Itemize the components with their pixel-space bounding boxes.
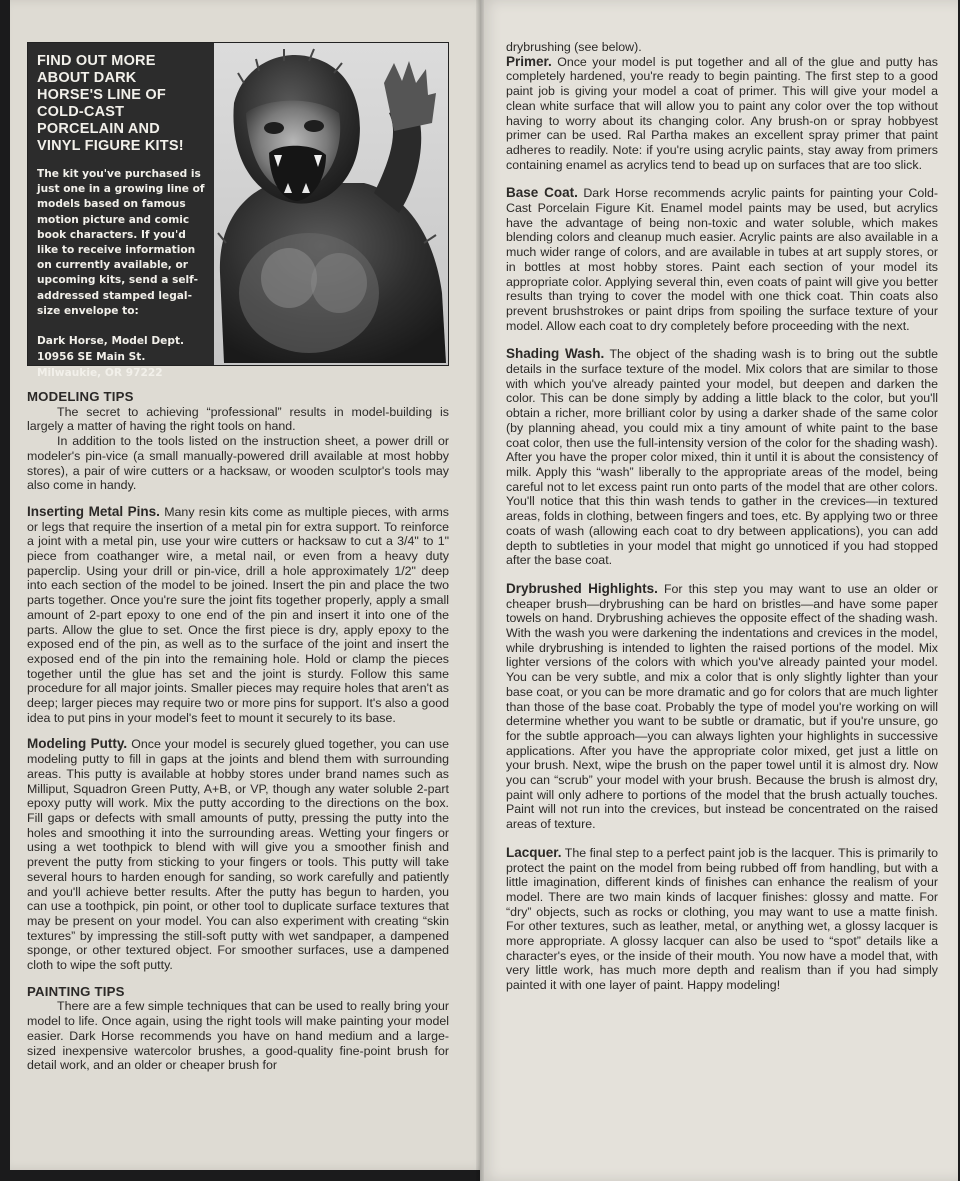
drybrush-section — [506, 582, 938, 832]
painting-tips-heading: PAINTING TIPS — [27, 983, 125, 999]
lacquer-heading: Lacquer. — [506, 844, 562, 860]
painting-intro: There are a few simple techniques that can be used to really bring your model to life. Once again, using the right tools will make painting your model easier. Dark Horse recommends you have on hand medium and a large-sized inexpensive watercolor brushes, a good-quality fine-point brush for detail work, and an older or cheaper brush for — [27, 999, 449, 1073]
modeling-tips-heading: MODELING TIPS — [27, 389, 134, 404]
gorilla-figure-photo — [214, 43, 448, 365]
shading-heading: Shading Wash. — [506, 346, 605, 362]
pins-text: Many resin kits come as multiple pieces, with arms or legs that require the insertion of a metal pin for extra support. To reinforce a joint with a metal pin, use your wire cutters or hacksaw to cut a 3/4" to 1" piece from coathanger wire, a metal nail, or even from a heavy duty paperclip. Using your drill or pin-vice, drill a hole approximately 1/2" deep into each section of the model to be joined. Insert the pin and place the two parts together. Once you're sure the joint fits together properly, apply a small amount of 2-part epoxy to one end of the pin and insert it into one of the parts. Allow the glue to set. Once the first piece is dry, apply epoxy to the exposed end of the pin, as well as to the surface of the joint and insert the exposed end of the pin into the remaining hole. Hold or clamp the pieces together until the glue has set and the joint is sturdy. Follow this same procedure for all major joints. Smaller pieces may require holes that aren't as deep; larger pieces may require two or more pins for support. It's also a good idea to put pins in your model's feet to mount it securely to its base. — [27, 504, 450, 725]
basecoat-section — [506, 186, 938, 333]
shading-text: The object of the shading wash is to bring out the subtle details in the surface texture of the model. Mix colors that are similar to those with which you've already painted your model, but deepen and darken the color. This can be done simply by adding a little black to the color, but you'll obtain a richer, more brilliant color by using a darker shade of the same color (by planning ahead, you could mix a tiny amount of white paint to the base coat color, then use the full-intensity version of the color for the shading wash). After you have the proper color mixed, thin it until it is about the consistency of milk. Apply this “wash” liberally to the appropriate areas of the model, being careful not to let excess paint run onto parts of the model that are other colors. You'll notice that this thin wash tends to gather in the crevices—in textured areas, folds in clothing, between fingers and toes, etc. By applying two or three coats of wash (allowing each coat to dry between applications), you can add depth to subtleties in your model that might go unnoticed if you had stopped after the base coat. — [506, 347, 938, 568]
promo-title: FIND OUT MORE ABOUT DARK HORSE'S LINE OF COLD-CAST PORCELAIN AND VINYL FIGURE KITS! — [37, 53, 184, 154]
left-column — [27, 390, 449, 1073]
basecoat-heading: Base Coat. — [506, 185, 578, 201]
continued-text: drybrushing (see below). — [506, 40, 642, 54]
lacquer-section — [506, 846, 938, 993]
address-line: 10956 SE Main St. — [37, 351, 146, 364]
address-line: Milwaukie, OR 97222 — [37, 367, 163, 380]
shading-section — [506, 347, 938, 568]
promo-address — [37, 333, 206, 381]
page-fold — [476, 0, 484, 1181]
promo-text-panel — [28, 43, 214, 380]
lacquer-text: The final step to a perfect paint job is the lacquer. This is primarily to protect the paint on the model from being rubbed off from handling, but with a little imagination, different kinds of finishes can enhance the realism of your model. There are two main kinds of lacquer finishes: glossy and matte. For “dry” objects, such as rocks or clothing, you may want to use a matte finish. For other textures, such as leather, metal, or anything wet, a glossy lacquer is more appropriate. A glossy lacquer can also be used to “spot” details like a character's eyes, or the inside of their mouth. You now have a model that, with very little work, has much more depth and realism than if you had simply painted it with one layer of paint. Happy modeling! — [506, 845, 938, 993]
address-line: Dark Horse, Model Dept. — [37, 335, 185, 348]
gorilla-figure-icon — [214, 43, 448, 363]
putty-heading: Modeling Putty. — [27, 736, 128, 752]
primer-text: Once your model is put together and all of the glue and putty has completely hardened, you're ready to begin painting. The first step to a good paint job is giving your model a coat of primer. This will give your model a clean white surface that will allow you to paint any color over the top without having to worry about its changing color. Any brush-on or spray hobbyest primer can be used. Ral Partha makes an excellent spray primer that paint adheres to readily. Note: if you're using acrylic paints, stay away from primers containing enamel as acrylics tend to bead up on surfaces that are too slick. — [506, 54, 938, 172]
drybrush-heading: Drybrushed Highlights. — [506, 580, 658, 596]
intro-paragraph: In addition to the tools listed on the instruction sheet, a power drill or modeler's pin-vice (a small manually-powered drill available at most hobby stores), a pair of wire cutters or a hacksaw, or wooden sculptor's tools may also come in handy. — [27, 434, 449, 493]
pins-heading: Inserting Metal Pins. — [27, 503, 160, 519]
drybrush-text: For this step you may want to use an older or cheaper brush—drybrushing can be hard on bristles—and have some paper towels on hand. Drybrushing achieves the opposite effect of the shading wash. With the wash you were darkening the indentations and crevices in the model, while drybrushing is intended to lighten the raised portions of the model. Mix lighter versions of the colors with which you've already painted your model. You can be very subtle, and mix a color that is only slightly lighter than your base coat, or you can be more dramatic and go for colors that are much lighter than those of the base coat. Probably the type of model you're working on will determine whether you want to be subtle or dramatic, but if you're unsure, go for the subtle approach—you can always lighten your highlights in successive applications. After you have the appropriate color mixed, get just a little on your brush. Next, wipe the brush on the paper towel until it is almost dry. Now you can “scrub” your model with your brush. Because the brush is almost dry, paint will only adhere to portions of the model that the brush actually touches. Paint will not run into the crevices, but instead be concentrated on the raised areas of texture. — [506, 581, 938, 832]
putty-section — [27, 737, 449, 972]
promo-body: The kit you've purchased is just one in a growing line of models based on famous motion picture and comic book characters. If you'd like to receive information on currently available, or upcoming kits, send a self-addressed stamped legal-size envelope to: — [37, 168, 205, 317]
pins-section — [27, 505, 449, 726]
promo-box — [27, 42, 449, 380]
intro-paragraph: The secret to achieving “professional” results in model-building is largely a matter of having the right tools on hand. — [27, 404, 449, 434]
putty-text: Once your model is securely glued together, you can use modeling putty to fill in gaps at the joints and blend them with surrounding areas. This putty is available at hobby stores under brand names such as Milliput, Squadron Green Putty, A+B, or VP, though any water soluble 2-part epoxy putty will work. Mix the putty according to the directions on the box. Fill gaps or defects with small amounts of putty, pressing the putty into the holes and smoothing it into the surrounding areas. Wetting your fingers or using a wet toothpick to blend with will give you a smoother finish and prevent the putty from sticking to your fingers or tools. This putty will take several hours to harden enough for sanding, so work carefully and patiently and you'll achieve better results. After the putty has begun to harden, you can use a toothpick, pin point, or other tool to duplicate surface textures that may be present on your model. You can also experiment with creating “skin textures” by impressing the still-soft putty with wet sandpaper, a dampened sponge, or other textured object. For smoother surfaces, use a dampened cloth to wipe the soft putty. — [27, 737, 449, 973]
basecoat-text: Dark Horse recommends acrylic paints for painting your Cold-Cast Porcelain Figure Kit. Enamel model paints may be used, but acrylics have the advantage of being non-toxic and water soluble, which makes blending colors and cleanup much easier. Acrylic paints are also available in a much wider range of colors, and are available in tubes at art supply stores, or in bottles at most hobby stores. Paint each section of your model its appropriate color. Applying several thin, even coats of paint will give you better results than trying to cover the model with one thick coat. Thin coats also prevent brushstrokes or paint drips from spoiling the surface texture of your model. Allow each coat to dry completely before proceeding with the next. — [506, 186, 938, 333]
primer-heading: Primer. — [506, 53, 552, 69]
primer-section — [506, 55, 938, 173]
right-column — [506, 40, 938, 1007]
